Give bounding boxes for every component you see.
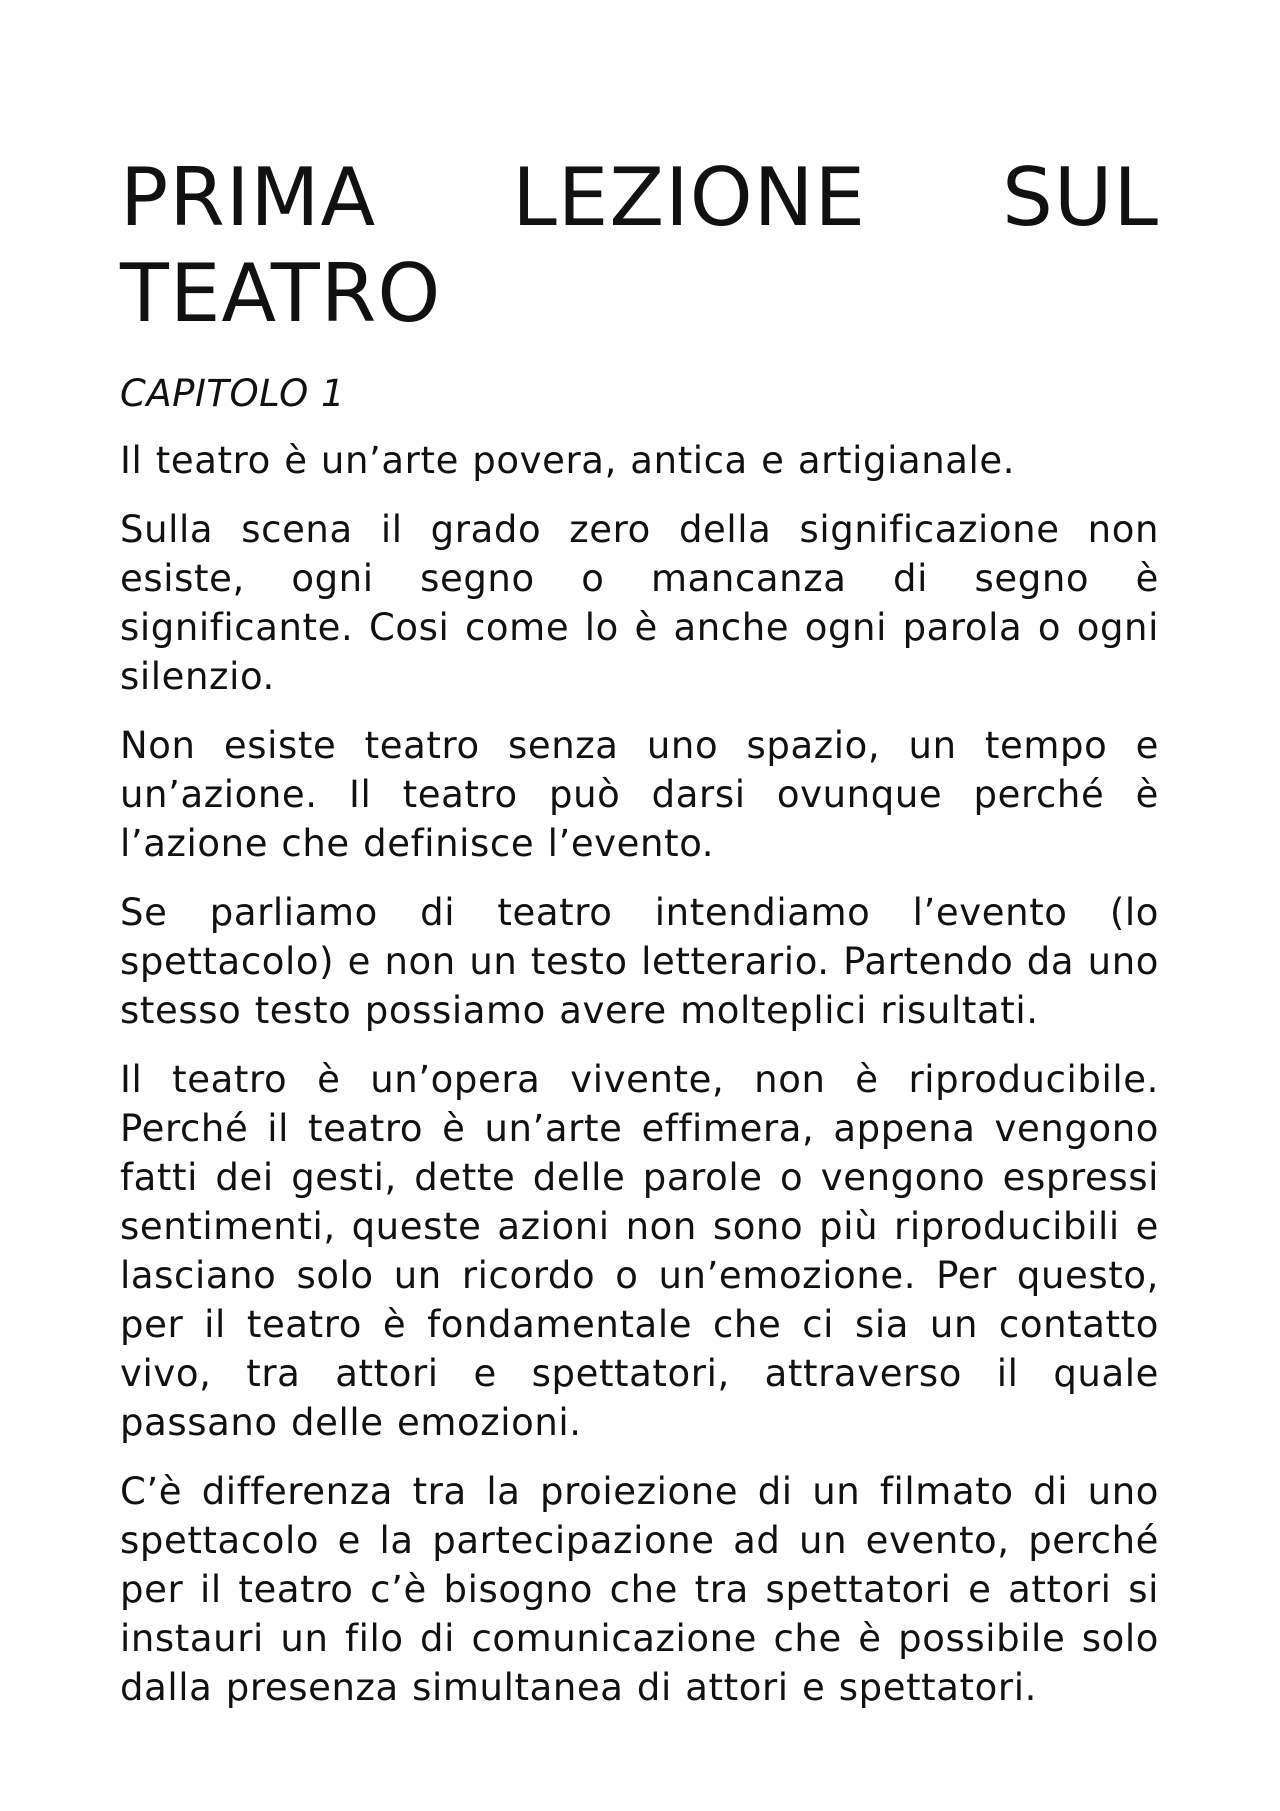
- chapter-heading: CAPITOLO 1: [120, 372, 345, 415]
- paragraph-3: Non esiste teatro senza uno spazio, un tempo e un’azione. Il teatro può darsi ovunque perché è l’azione che definisce l’evento.: [120, 724, 1159, 865]
- paragraph-1: Il teatro è un’arte povera, antica e artigianale.: [120, 439, 1016, 482]
- document-title: PRIMA LEZIONE SUL TEATRO: [120, 151, 1159, 340]
- paragraph-6: C’è differenza tra la proiezione di un filmato di uno spettacolo e la partecipazione ad un evento, perché per il teatro c’è bisogno che tra spettatori e attori si instauri un filo di comunicazione che è possibile solo dalla presenza simultanea di attori e spettatori.: [120, 1470, 1159, 1709]
- paragraph-2: Sulla scena il grado zero della significazione non esiste, ogni segno o mancanza di segno è significante. Cosi come lo è anche ogni parola o ogni silenzio.: [120, 508, 1159, 698]
- paragraph-5: Il teatro è un’opera vivente, non è riproducibile. Perché il teatro è un’arte effimera, appena vengono fatti dei gesti, dette delle parole o vengono espressi sentimenti, queste azioni non sono più riproducibili e lasciano solo un ricordo o un’emozione. Per questo, per il teatro è fondamentale che ci sia un contatto vivo, tra attori e spettatori, attraverso il quale passano delle emozioni.: [120, 1058, 1159, 1444]
- paragraph-4: Se parliamo di teatro intendiamo l’evento (lo spettacolo) e non un testo letterario. Partendo da uno stesso testo possiamo avere molteplici risultati.: [120, 891, 1159, 1032]
- document-body: [120, 150, 1159, 1732]
